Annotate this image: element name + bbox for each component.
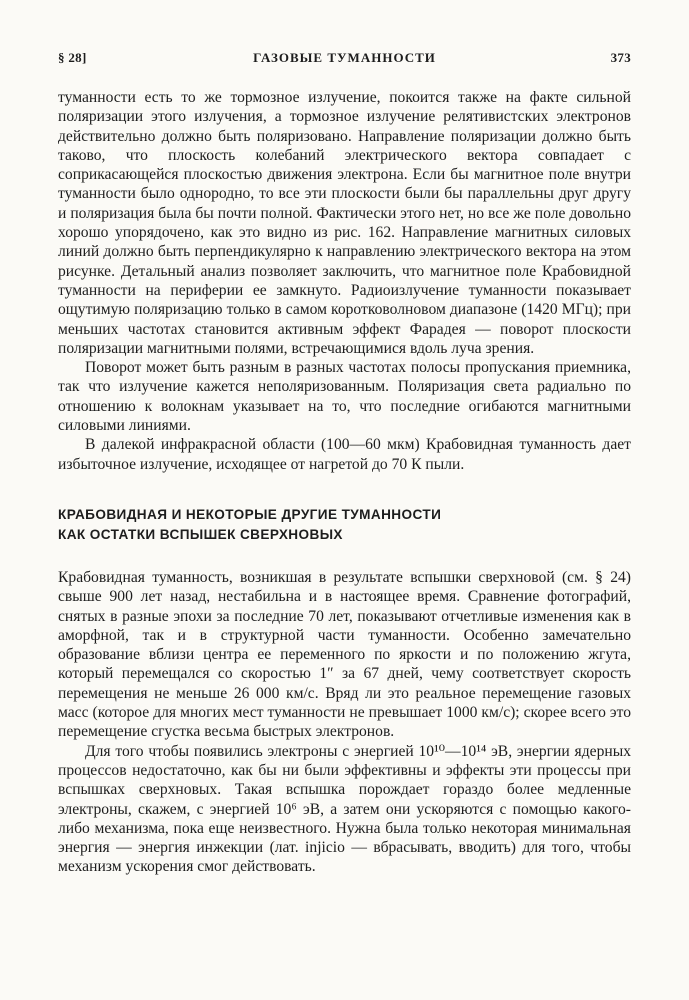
page-body (58, 88, 631, 877)
section-heading-line: КРАБОВИДНАЯ И НЕКОТОРЫЕ ДРУГИЕ ТУМАННОСТИ (58, 506, 442, 522)
paragraph-continued: туманности есть то же тормозное излучение, покоится также на факте сильной поляризации этого излучения, а тормозное излучение релятивистских электронов действительно должно быть поляризовано. Направление поляризации должно быть таково, что плоскость колебаний электрического вектора совпадает с соприкасающейся плоскостью движения электрона. Если бы магнитное поле внутри туманности было однородно, то все эти плоскости были бы параллельны друг другу и поляризация была бы почти полной. Фактически этого нет, но все же поле довольно хорошо упорядочено, как это видно из рис. 162. Направление магнитных силовых линий должно быть перпендикулярно к направлению электрического вектора на этом рисунке. Детальный анализ позволяет заключить, что магнитное поле Крабовидной туманности на периферии ее замкнуто. Радиоизлучение туманности показывает ощутимую поляризацию только в самом коротковолновом диапазоне (1420 МГц); при меньших частотах становится активным эффект Фарадея — поворот плоскости поляризации магнитными полями, встречающимися вдоль луча зрения. (58, 89, 631, 357)
section-heading (58, 505, 631, 545)
running-title: ГАЗОВЫЕ ТУМАННОСТИ (253, 50, 436, 65)
running-header (58, 50, 631, 70)
section-heading-line: КАК ОСТАТКИ ВСПЫШЕК СВЕРХНОВЫХ (58, 526, 343, 542)
page-number: 373 (610, 50, 631, 65)
paragraph: Крабовидная туманность, возникшая в результате вспышки сверхновой (см. § 24) свыше 900 лет назад, нестабильна и в настоящее время. Сравнение фотографий, снятых в разные эпохи за последние 70 лет, показывают отчетливые изменения как в аморфной, так и в структурной части туманности. Особенно замечательно образование вблизи центра ее переменного по яркости и по положению жгута, который перемещался со скоростью 1″ за 67 дней, чему соответствует скорость перемещения не меньше 26 000 км/с. Вряд ли это реальное перемещение газовых масс (которое для многих мест туманности не превышает 1000 км/с); скорее всего это перемещение сгустка весьма быстрых электронов. (58, 568, 631, 741)
section-number: § 28] (58, 50, 87, 65)
paragraph: В далекой инфракрасной области (100—60 мкм) Крабовидная туманность дает избыточное излучение, исходящее от нагретой до 70 К пыли. (58, 436, 631, 473)
paragraph: Для того чтобы появились электроны с энергией 10¹⁰—10¹⁴ эВ, энергии ядерных процессов недостаточно, как бы ни были эффективны и эффекты эти процессы при вспышках сверхновых. Такая вспышка порождает гораздо более медленные электроны, скажем, с энергией 10⁶ эВ, а затем они ускоряются с помощью какого-либо механизма, пока еще неизвестного. Нужна была только некоторая минимальная энергия — энергия инжекции (лат. injicio — вбрасывать, вводить) для того, чтобы механизм ускорения смог действовать. (58, 742, 631, 876)
paragraph: Поворот может быть разным в разных частотах полосы пропускания приемника, так что излучение кажется неполяризованным. Поляризация света радиально по отношению к волокнам указывает на то, что последние огибаются магнитными силовыми линиями. (58, 359, 631, 435)
